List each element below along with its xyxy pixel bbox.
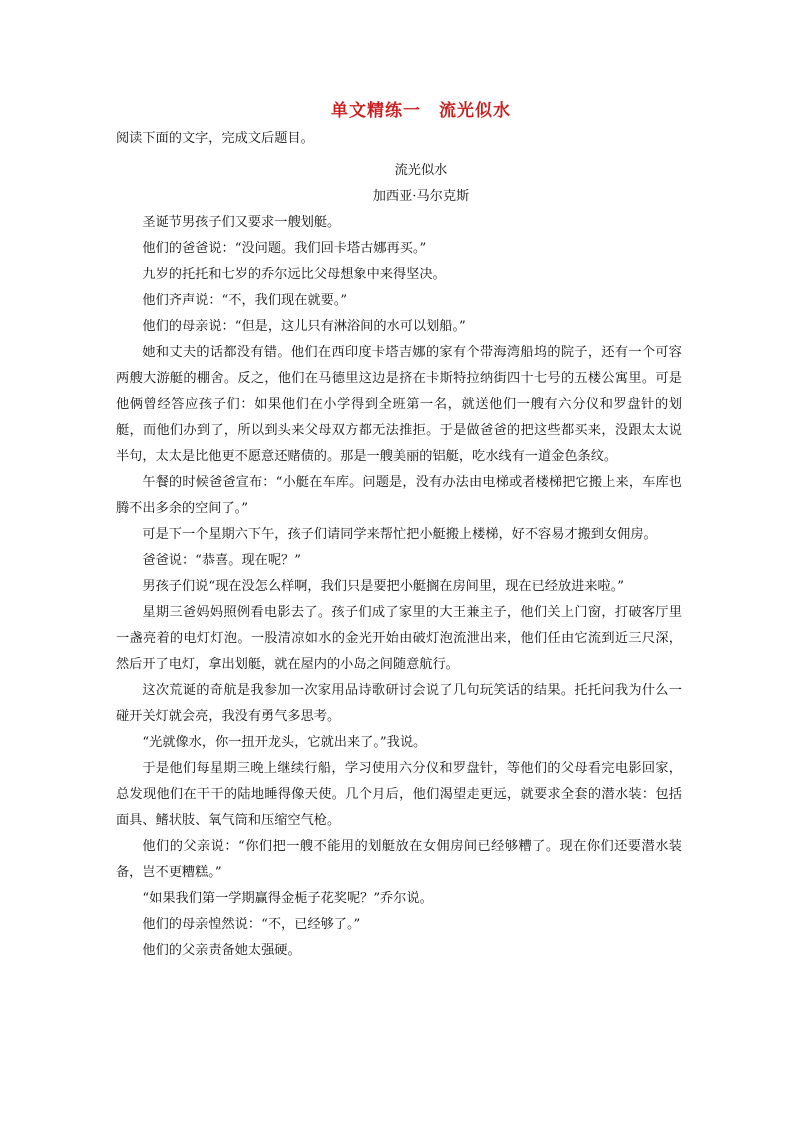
paragraph: 他们的父亲说：“你们把一艘不能用的划艇放在女佣房间已经够糟了。现在你们还要潜水装备，岂不更糟糕。” (116, 839, 682, 880)
paragraph: 这次荒诞的奇航是我参加一次家用品诗歌研讨会说了几句玩笑话的结果。托托问我为什么一碰开关灯就会亮，我没有勇气多思考。 (116, 683, 682, 724)
paragraph: 于是他们每星期三晚上继续行船，学习使用六分仪和罗盘针，等他们的父母看完电影回家，总发现他们在干干的陆地睡得像天使。几个月后，他们渴望走更远，就要求全套的潜水装：包括面具、鳍状肢、氧气筒和压缩空气枪。 (116, 761, 682, 828)
instruction-text: 阅读下面的文字，完成文后题目。 (116, 131, 314, 146)
paragraph: 她和丈夫的话都没有错。他们在西印度卡塔吉娜的家有个带海湾船坞的院子，还有一个可容两艘大游艇的棚舍。反之，他们在马德里这边是挤在卡斯特拉纳街四十七号的五楼公寓里。可是他俩曾经答应孩子们：如果他们在小学得到全班第一名，就送他们一艘有六分仪和罗盘针的划艇，而他们办到了，所以到头来父母双方都无法推拒。于是做爸爸的把这些都买来，没跟太太说半句，太太是比他更不愿意还赌债的。那是一艘美丽的铝艇，吃水线有一道金色条纹。 (116, 345, 682, 464)
paragraph: 圣诞节男孩子们又要求一艘划艇。 (142, 215, 341, 230)
paragraph: 他们齐声说：“不，我们现在就要。” (142, 293, 348, 308)
paragraph: 午餐的时候爸爸宣布：“小艇在车库。问题是，没有办法由电梯或者楼梯把它搬上来，车库也腾不出多余的空间了。” (116, 475, 682, 516)
paragraph: 爸爸说：“恭喜。现在呢？” (142, 553, 301, 568)
paragraph: 男孩子们说“现在没怎么样啊，我们只是要把小艇搁在房间里，现在已经放进来啦。” (142, 579, 625, 594)
paragraph: 他们的母亲说：“但是，这儿只有淋浴间的水可以划船。” (142, 319, 466, 334)
paragraph: 可是下一个星期六下午，孩子们请同学来帮忙把小艇搬上楼梯，好不容易才搬到女佣房。 (142, 527, 657, 542)
paragraph: 他们的母亲惶然说：“不，已经够了。” (142, 917, 361, 932)
paragraph: 他们的爸爸说：“没问题。我们回卡塔古娜再买。” (142, 241, 427, 256)
paragraph: 他们的父亲责备她太强硬。 (142, 943, 301, 958)
article-author: 加西亚·马尔克斯 (372, 189, 470, 204)
document-page (116, 96, 682, 964)
document-title: 单文精练一 流光似水 (331, 101, 511, 121)
paragraph: 星期三爸妈妈照例看电影去了。孩子们成了家里的大王兼主子，他们关上门窗，打破客厅里一盏亮着的电灯灯泡。一股清凉如水的金光开始由破灯泡流泄出来，他们任由它流到近三尺深，然后开了电灯，拿出划艇，就在屋内的小岛之间随意航行。 (116, 605, 682, 672)
paragraph: “光就像水，你一扭开龙头，它就出来了。”我说。 (142, 735, 427, 750)
paragraph: “如果我们第一学期赢得金栀子花奖呢？”乔尔说。 (142, 891, 433, 906)
paragraph: 九岁的托托和七岁的乔尔远比父母想象中来得坚决。 (142, 267, 446, 282)
article-title: 流光似水 (394, 163, 448, 178)
